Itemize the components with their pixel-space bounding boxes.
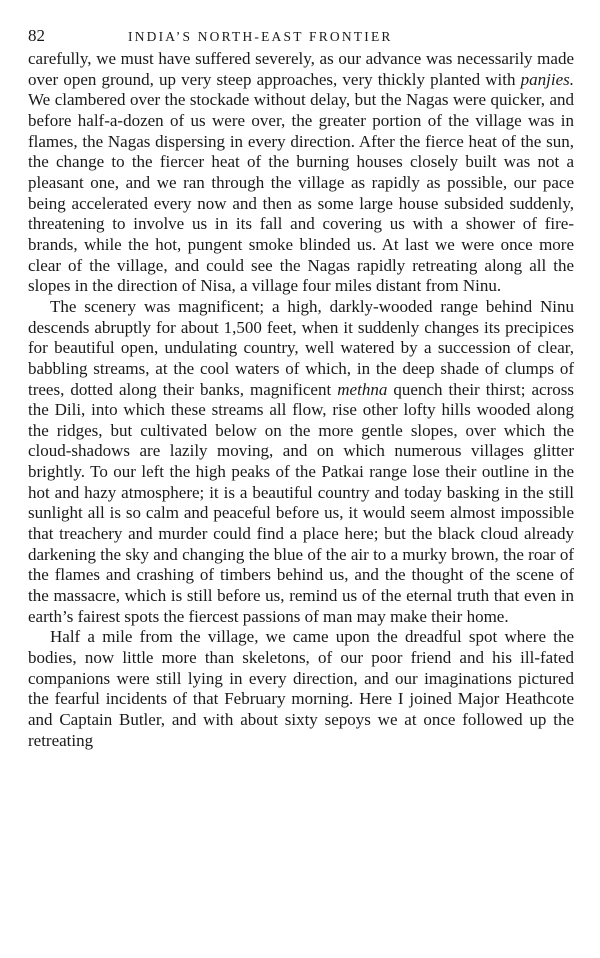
page-number: 82 (28, 26, 45, 45)
paragraph-1-text-a: carefully, we must have suffered severely, as our advance was necessarily made over open ground, up very steep approaches, very thickly planted with (28, 49, 574, 89)
paragraph-3 (28, 627, 574, 751)
paragraph-3-text-a: Half a mile from the village, we came upon the dreadful spot where the bodies, now little more than skeletons, of our poor friend and his ill-fated companions were still lying in every direction, and our imaginations pictured the fearful incidents of that February morning. Here I joined Major Heathcote and Captain Butler, and with about sixty sepoys we at once followed up the retreating (28, 627, 574, 750)
paragraph-2-text-b: quench their thirst; across the Dili, into which these streams all flow, rise other lofty hills wooded along the ridges, but cultivated below on the more gentle slopes, over which the cloud-shadows are lazily moving, and on which numerous villages glitter brightly. To our left the high peaks of the Patkai range lose their outline in the hot and hazy atmosphere; it is a beautiful country and today basking in the still sunlight all is so calm and peaceful before us, it would seem almost impossible that treachery and murder could find a place here; but the black cloud already darkening the sky and changing the blue of the air to a murky brown, the roar of the flames and crashing of timbers behind us, and the thought of the scene of the massacre, which is still before us, remind us of the eternal truth that even in earth’s fairest spots the fiercest passions of man may make their home. (28, 379, 574, 626)
book-page (28, 26, 574, 751)
running-title: INDIA’S NORTH-EAST FRONTIER (128, 29, 393, 44)
paragraph-1 (28, 49, 574, 297)
paragraph-2-italic-methna: methna (337, 379, 388, 399)
paragraph-2-text-a: The scenery was magnificent; a high, darkly-wooded range behind Ninu descends abruptly for about 1,500 feet, when it suddenly changes its precipices for beautiful open, undulating country, well watered by a succession of clear, babbling streams, at the cool waters of which, in the deep shade of clumps of trees, dotted along their banks, magnificent (28, 296, 574, 399)
paragraph-2 (28, 297, 574, 628)
paragraph-1-text-b: We clambered over the stockade without delay, but the Nagas were quicker, and before half-a-dozen of us were over, the greater portion of the village was in flames, the Nagas dispersing in every direction. After the fierce heat of the sun, the change to the fiercer heat of the burning houses closely built was not a pleasant one, and we ran through the village as rapidly as possible, our pace being accelerated every now and then as some large house subsided suddenly, threatening to involve us in its fall and covering us with a shower of fire-brands, while the hot, pungent smoke blinded us. At last we were once more clear of the village, and could see the Nagas rapidly retreating along all the slopes in the direction of Nisa, a village four miles distant from Ninu. (28, 90, 574, 296)
paragraph-1-italic-panjies: panjies. (520, 69, 574, 89)
body-text (28, 49, 574, 751)
